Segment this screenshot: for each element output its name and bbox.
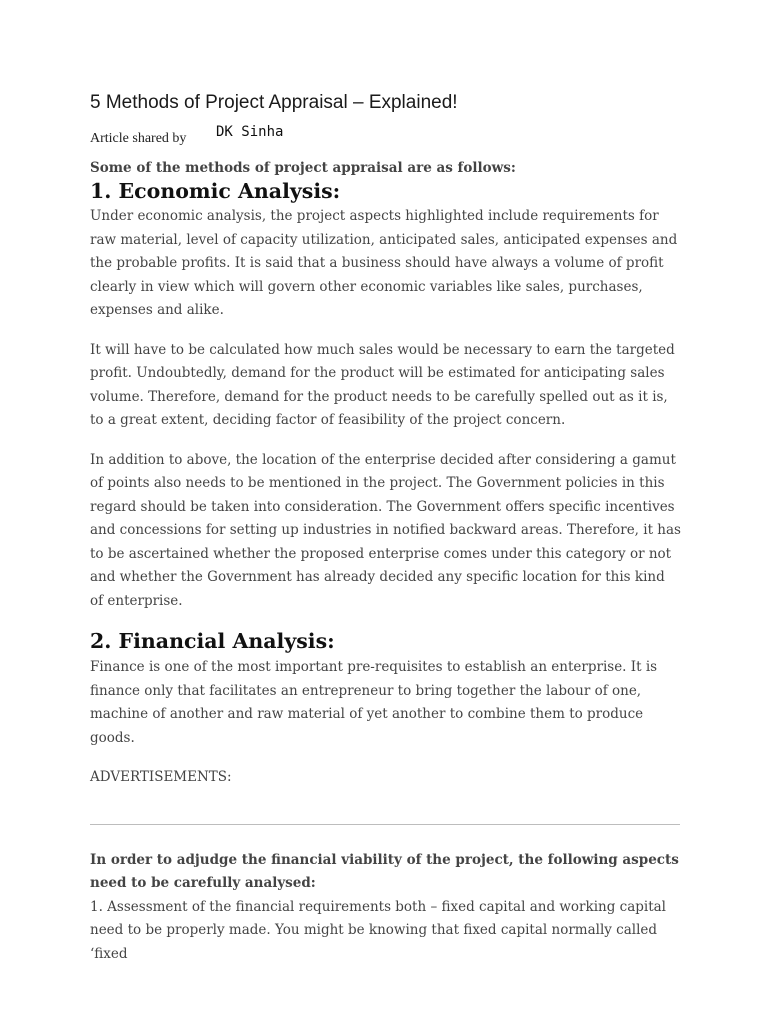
advertisements-label: ADVERTISEMENTS: — [90, 769, 232, 785]
divider — [90, 824, 680, 825]
paragraph: In addition to above, the location of the enterprise decided after considering a gamut of points also needs to be mentioned in the project. The Government policies in this regard should be taken into consideration. The Government offers specific incentives and concessions for setting up industries in notified backward areas. Therefore, it has to be ascertained whether the proposed enterprise comes under this category or not and whether the Government has already decided any specific location for this kind of enterprise. — [90, 451, 681, 609]
paragraph: Under economic analysis, the project aspects highlighted include requirements for raw material, level of capacity utilization, anticipated sales, anticipated expenses and the probable profits. It is said that a business should have always a volume of profit clearly in view which will govern other economic variables like sales, purchases, expenses and alike. — [90, 208, 678, 318]
paragraph: It will have to be calculated how much sales would be necessary to earn the targeted profit. Undoubtedly, demand for the product will be estimated for anticipating sales volume. Therefore, demand for the product needs to be carefully spelled out as it is, to a great extent, deciding factor of feasibility of the project concern. — [90, 341, 675, 428]
intro-text: Some of the methods of project appraisal are as follows: — [90, 160, 516, 176]
byline — [90, 124, 682, 150]
financial-aspects-lead: In order to adjudge the financial viability of the project, the following aspects need to be carefully analysed: — [90, 851, 679, 891]
paragraph: Finance is one of the most important pre-requisites to establish an enterprise. It is finance only that facilitates an entrepreneur to bring together the labour of one, machine of another and raw material of yet another to combine them to produce goods. — [90, 659, 658, 746]
article-body — [90, 157, 682, 966]
author-name[interactable]: DK Sinha — [216, 124, 284, 140]
byline-label: Article shared by — [90, 131, 187, 146]
section-heading-economic-analysis: 1. Economic Analysis: — [90, 179, 341, 203]
section-heading-financial-analysis: 2. Financial Analysis: — [90, 629, 335, 653]
article-title: 5 Methods of Project Appraisal – Explained! — [90, 92, 458, 113]
list-item: 1. Assessment of the financial requirements both – fixed capital and working capital need to be properly made. You might be knowing that fixed capital normally called ‘fixed — [90, 898, 666, 962]
